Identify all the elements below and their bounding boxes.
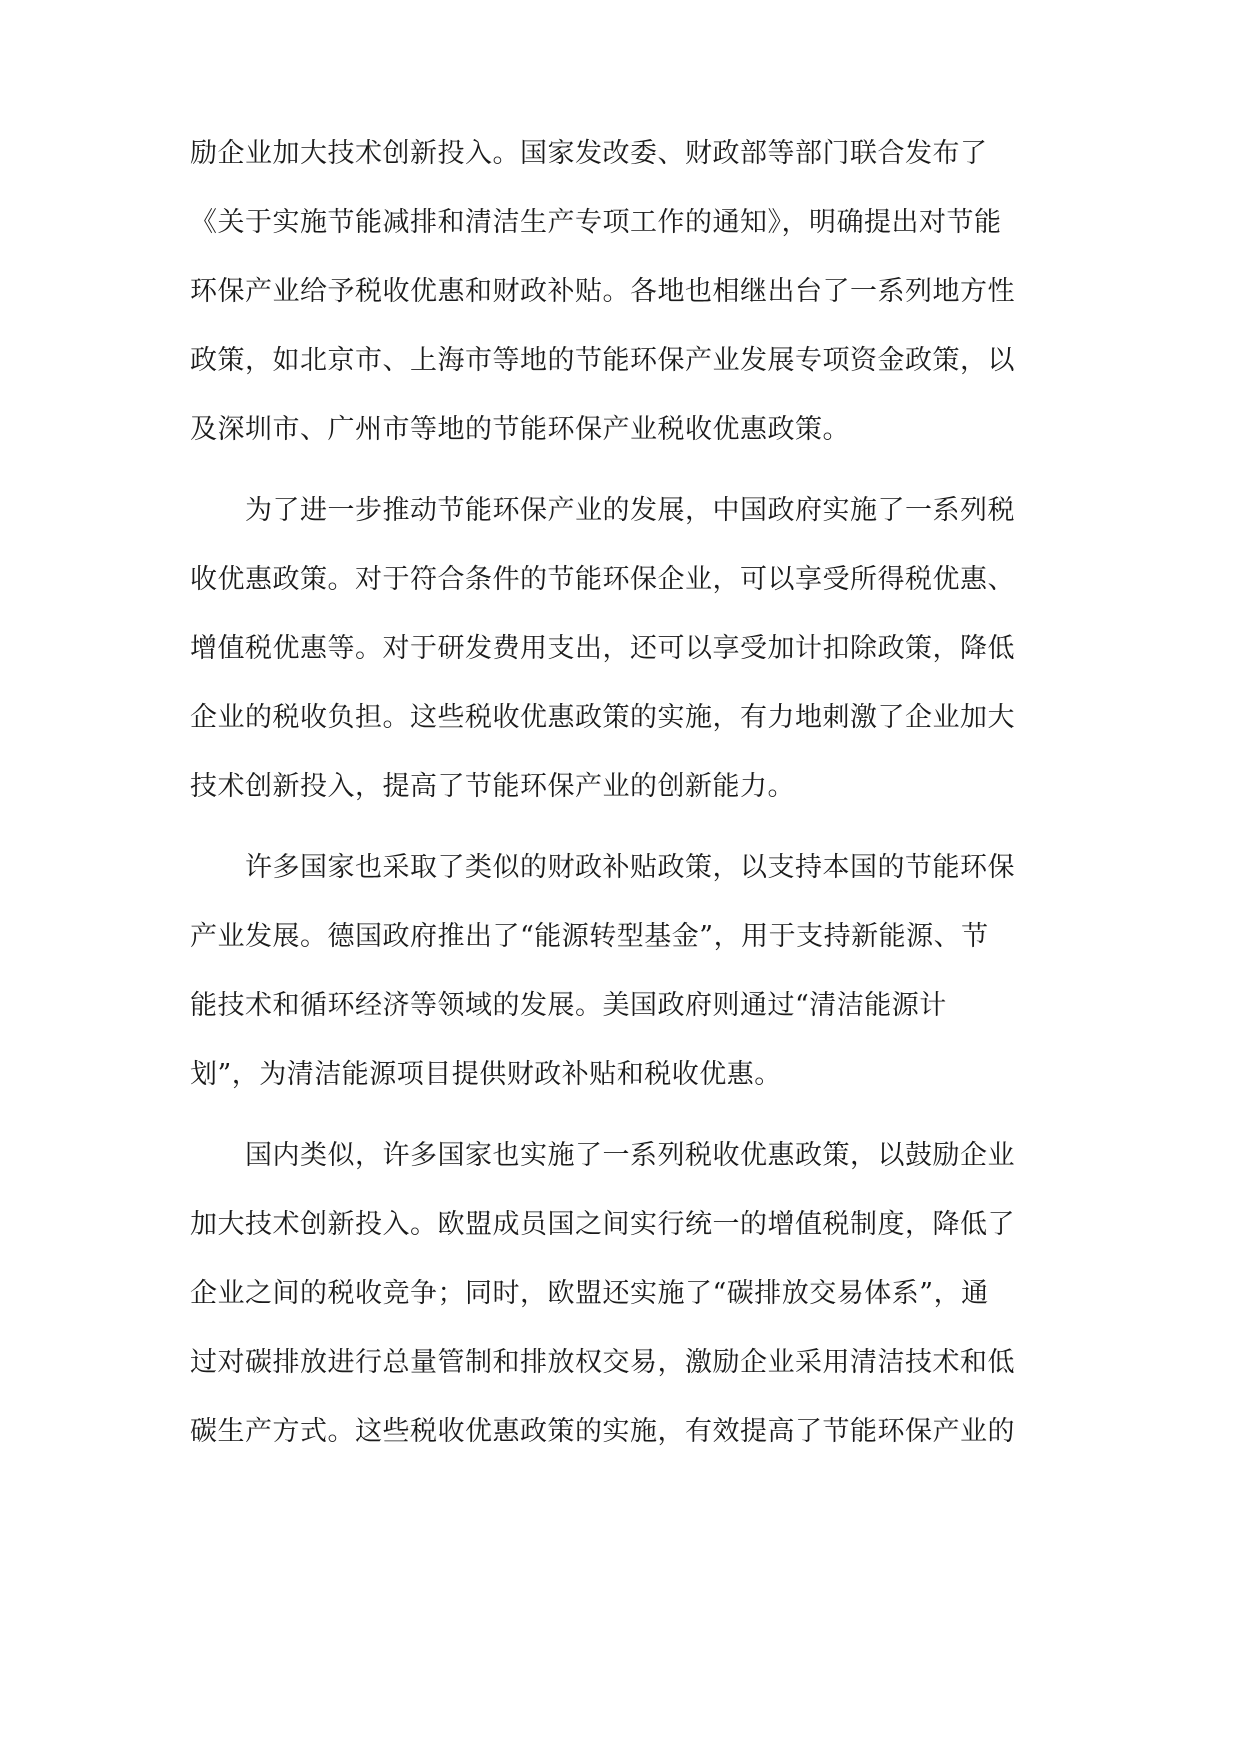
text-line: 技术创新投入，提高了节能环保产业的创新能力。: [190, 771, 795, 802]
text-line: 《关于实施节能减排和清洁生产专项工作的通知》，明确提出对节能: [190, 207, 1002, 238]
text-line: 企业之间的税收竞争；同时，欧盟还实施了“碳排放交易体系”，通: [190, 1278, 989, 1309]
text-line: 政策，如北京市、上海市等地的节能环保产业发展专项资金政策，以: [190, 345, 1015, 376]
text-line: 励企业加大技术创新投入。国家发改委、财政部等部门联合发布了: [190, 138, 988, 169]
text-line: 收优惠政策。对于符合条件的节能环保企业，可以享受所得税优惠、: [190, 564, 1015, 595]
text-line: 环保产业给予税收优惠和财政补贴。各地也相继出台了一系列地方性: [190, 276, 1015, 307]
text-line: 及深圳市、广州市等地的节能环保产业税收优惠政策。: [190, 414, 850, 445]
text-line: 划”，为清洁能源项目提供财政补贴和税收优惠。: [190, 1059, 782, 1090]
text-line: 加大技术创新投入。欧盟成员国之间实行统一的增值税制度，降低了: [190, 1209, 1015, 1240]
paragraph-first-line: 为了进一步推动节能环保产业的发展，中国政府实施了一系列税: [245, 495, 1015, 526]
text-line: 过对碳排放进行总量管制和排放权交易，激励企业采用清洁技术和低: [190, 1347, 1015, 1378]
text-line: 碳生产方式。这些税收优惠政策的实施，有效提高了节能环保产业的: [190, 1416, 1015, 1447]
text-line: 产业发展。德国政府推出了“能源转型基金”，用于支持新能源、节: [190, 921, 989, 952]
text-line: 增值税优惠等。对于研发费用支出，还可以享受加计扣除政策，降低: [190, 633, 1015, 664]
text-line: 能技术和循环经济等领域的发展。美国政府则通过“清洁能源计: [190, 990, 947, 1021]
paragraph-first-line: 许多国家也采取了类似的财政补贴政策，以支持本国的节能环保: [245, 852, 1015, 883]
paragraph-first-line: 国内类似，许多国家也实施了一系列税收优惠政策，以鼓励企业: [245, 1140, 1015, 1171]
text-line: 企业的税收负担。这些税收优惠政策的实施，有力地刺激了企业加大: [190, 702, 1015, 733]
